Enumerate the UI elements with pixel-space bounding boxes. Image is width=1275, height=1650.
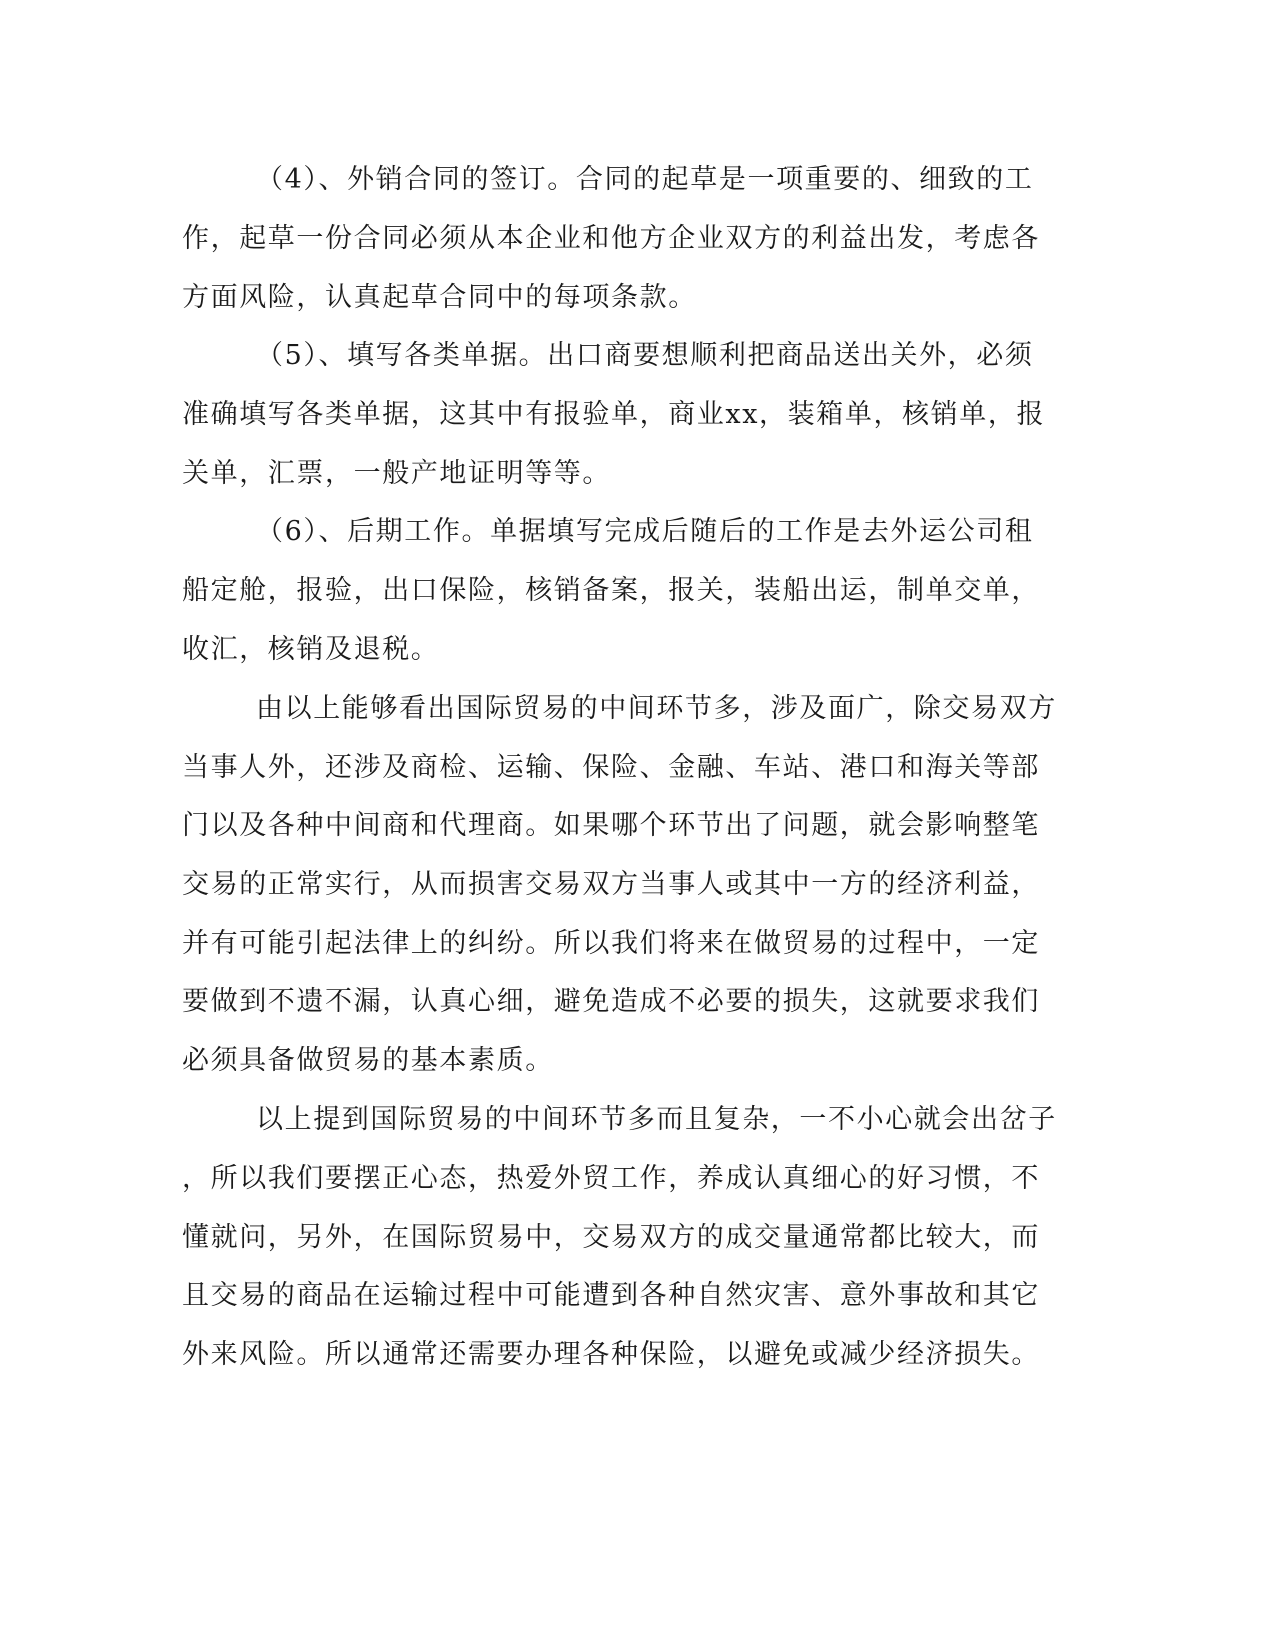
paragraph-4-line-3: 门以及各种中间商和代理商。如果哪个环节出了问题，就会影响整笔 [182,810,1040,841]
paragraph-1-line-3: 方面风险，认真起草合同中的每项条款。 [182,282,697,313]
paragraph-4-line-4: 交易的正常实行，从而损害交易双方当事人或其中一方的经济利益， [182,869,1040,900]
paragraph-5-line-4: 且交易的商品在运输过程中可能遭到各种自然灾害、意外事故和其它 [182,1280,1040,1311]
paragraph-3-line-3: 收汇，核销及退税。 [182,634,440,665]
paragraph-2-line-2: 准确填写各类单据，这其中有报验单，商业xx，装箱单，核销单，报 [182,399,1046,430]
paragraph-3-line-1: （6）、后期工作。单据填写完成后随后的工作是去外运公司租 [256,516,1034,547]
paragraph-1-line-1: （4）、外销合同的签订。合同的起草是一项重要的、细致的工 [256,164,1034,195]
paragraph-4-line-6: 要做到不遗不漏，认真心细，避免造成不必要的损失，这就要求我们 [182,986,1040,1017]
paragraph-4-line-5: 并有可能引起法律上的纠纷。所以我们将来在做贸易的过程中，一定 [182,928,1040,959]
paragraph-5-line-2: ，所以我们要摆正心态，热爱外贸工作，养成认真细心的好习惯，不 [182,1163,1040,1194]
paragraph-2-line-1: （5）、填写各类单据。出口商要想顺利把商品送出关外，必须 [256,340,1034,371]
paragraph-5-line-1: 以上提到国际贸易的中间环节多而且复杂，一不小心就会出岔子 [256,1104,1057,1135]
paragraph-1-line-2: 作，起草一份合同必须从本企业和他方企业双方的利益出发，考虑各 [182,223,1040,254]
paragraph-3-line-2: 船定舱，报验，出口保险，核销备案，报关，装船出运，制单交单， [182,575,1040,606]
paragraph-4-line-1: 由以上能够看出国际贸易的中间环节多，涉及面广，除交易双方 [256,693,1057,724]
paragraph-5-line-5: 外来风险。所以通常还需要办理各种保险，以避免或减少经济损失。 [182,1339,1040,1370]
paragraph-4-line-2: 当事人外，还涉及商检、运输、保险、金融、车站、港口和海关等部 [182,752,1040,783]
paragraph-2-line-3: 关单，汇票，一般产地证明等等。 [182,458,611,489]
paragraph-5-line-3: 懂就问，另外，在国际贸易中，交易双方的成交量通常都比较大，而 [182,1222,1040,1253]
paragraph-4-line-7: 必须具备做贸易的基本素质。 [182,1045,554,1076]
